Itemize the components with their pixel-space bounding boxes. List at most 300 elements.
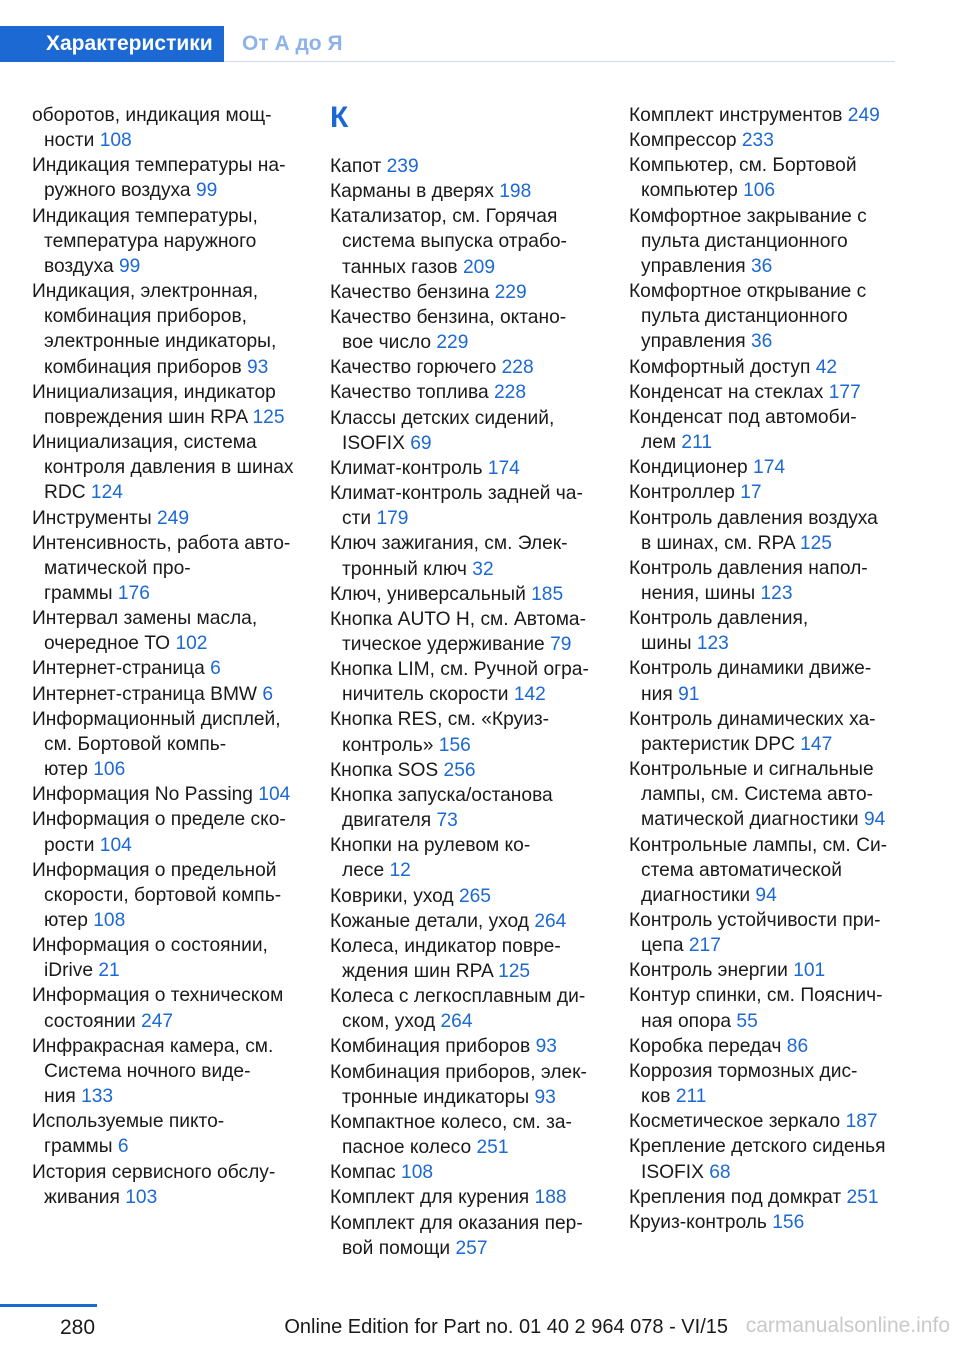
index-entry-continuation (629, 430, 899, 455)
index-entry-text: Контроль давления воздуха (629, 507, 878, 529)
page-reference-link[interactable]: 93 (246, 356, 269, 378)
index-entry-text: Климат-контроль (330, 457, 483, 479)
index-entry (330, 984, 602, 1009)
index-column-3 (629, 103, 899, 1235)
index-entry-text: Индикация, электронная, (32, 281, 259, 303)
edition-info: Online Edition for Part no. 01 40 2 964 078 - VI/15 (284, 1316, 728, 1338)
page-reference-link[interactable]: 217 (688, 935, 721, 957)
page-reference-link[interactable]: 125 (799, 532, 832, 554)
index-entry-continuation (32, 1059, 302, 1084)
index-entry (629, 908, 899, 933)
index-entry-text: Компактное колесо, см. за- (330, 1111, 572, 1133)
index-entry-text: лесе (342, 860, 385, 882)
page-reference-link[interactable]: 99 (119, 255, 141, 277)
index-entry-text: пульта дистанционного (641, 306, 848, 328)
index-entry (330, 1211, 602, 1236)
index-entry-text: см. Бортовой компь- (44, 733, 227, 755)
index-entry (629, 983, 899, 1008)
index-entry-text: Комфортное закрывание с (629, 205, 867, 227)
index-entry-text: ISOFIX (641, 1161, 704, 1183)
index-column-2 (330, 103, 602, 1261)
watermark: carmanualsonline.info (745, 1314, 950, 1337)
page-reference-link[interactable]: 251 (846, 1186, 879, 1208)
index-entry-text: управления (641, 255, 746, 277)
index-entry (629, 656, 899, 681)
index-entry-text: тическое удерживание (342, 633, 545, 655)
index-entry-continuation (629, 682, 899, 707)
index-entry-continuation (32, 732, 302, 757)
page-reference-link[interactable]: 256 (443, 759, 476, 781)
page-reference-link[interactable]: 125 (498, 961, 531, 982)
page-reference-link[interactable]: 176 (117, 582, 150, 604)
page-reference-link[interactable]: 103 (125, 1186, 158, 1208)
index-entry-continuation (330, 1135, 602, 1160)
index-entry-text: Качество бензина, октано- (330, 306, 567, 328)
tab-characteristics[interactable]: Характеристики (0, 26, 224, 62)
index-entry-text: система выпуска отрабо- (342, 231, 567, 253)
page-reference-link[interactable]: 106 (93, 759, 126, 781)
index-entry-text: комбинация приборов (44, 356, 242, 378)
page-reference-link[interactable]: 68 (709, 1161, 731, 1183)
page-reference-link[interactable]: 94 (863, 809, 886, 831)
index-entry (32, 807, 302, 832)
index-entry-continuation (629, 581, 899, 606)
index-entry-continuation (330, 733, 602, 758)
index-entry (629, 1109, 899, 1134)
index-entry-text: RDC (44, 482, 86, 504)
index-entry (32, 279, 302, 304)
index-entry-text: Качество бензина (330, 281, 490, 303)
index-entry (32, 782, 302, 807)
page-reference-link[interactable]: 125 (252, 406, 285, 428)
index-entry-text: ности (44, 130, 95, 152)
page-reference-link[interactable]: 101 (793, 960, 826, 982)
index-entry (330, 1034, 602, 1059)
page-reference-link[interactable]: 265 (458, 885, 491, 907)
index-entry-text: Контроль динамики движе- (629, 658, 872, 680)
page-reference-link[interactable]: 36 (751, 331, 773, 353)
page-reference-link[interactable]: 94 (755, 884, 777, 906)
index-entry-continuation (32, 581, 302, 606)
index-entry-text: Косметическое зеркало (629, 1111, 841, 1133)
page-reference-link[interactable]: 32 (472, 558, 494, 580)
index-entry-text: Инфракрасная камера, см. (32, 1035, 274, 1057)
index-entry-text: Капот (330, 156, 382, 177)
index-entry (330, 305, 602, 330)
index-entry-continuation (330, 959, 602, 984)
page-reference-link[interactable]: 179 (376, 508, 409, 530)
index-entry-text: контроль» (342, 734, 434, 756)
index-entry-continuation (330, 557, 602, 582)
index-entry-text: скорости, бортовой компь- (44, 884, 282, 906)
index-entry (330, 909, 602, 934)
index-entry-text: Кнопка запуска/останова (330, 784, 553, 806)
index-entry-text: температура наружного (44, 230, 257, 252)
page-reference-link[interactable]: 6 (262, 683, 274, 705)
index-entry (629, 958, 899, 983)
index-entry-text: Компрессор (629, 130, 737, 152)
index-entry-text: двигателя (342, 810, 432, 832)
page-reference-link[interactable]: 93 (534, 1086, 556, 1108)
index-entry-continuation (330, 1085, 602, 1110)
index-entry-text: Кнопки на рулевом ко- (330, 835, 531, 857)
page-header (0, 26, 895, 62)
index-entry-continuation (32, 1009, 302, 1034)
index-entry-continuation (32, 304, 302, 329)
index-entry (32, 606, 302, 631)
index-entry-text: шины (641, 633, 692, 655)
index-entry-text: Информационный дисплей, (32, 708, 281, 730)
index-entry (629, 1185, 899, 1210)
page-reference-link[interactable]: 187 (845, 1111, 878, 1133)
index-entry-continuation (330, 330, 602, 355)
index-entry-text: Индикация температуры на- (32, 155, 286, 177)
index-entry-continuation (32, 229, 302, 254)
page-reference-link[interactable]: 12 (389, 860, 411, 882)
index-entry (330, 1110, 602, 1135)
index-entry-continuation (629, 631, 899, 656)
index-entry (629, 506, 899, 531)
index-entry-text: управления (641, 331, 746, 353)
index-entry-text: Информация No Passing (32, 784, 253, 806)
page-reference-link[interactable]: 209 (462, 256, 495, 278)
index-entry-text: танных газов (342, 256, 458, 278)
index-entry (629, 405, 899, 430)
index-entry-continuation (330, 808, 602, 833)
index-entry-text: Круиз-контроль (629, 1211, 767, 1233)
index-entry (629, 153, 899, 178)
index-entry-text: Информация о пределе ско- (32, 809, 286, 831)
page-reference-link[interactable]: 264 (534, 910, 567, 932)
index-entry-continuation (32, 329, 302, 354)
index-entry-text: Комбинация приборов, элек- (330, 1061, 587, 1083)
index-entry-text: состоянии (44, 1010, 136, 1032)
index-entry-text: Кнопка AUTO H, см. Автома- (330, 608, 586, 630)
index-entry-text: Интервал замены масла, (32, 608, 258, 630)
index-entry (330, 531, 602, 556)
page-reference-link[interactable]: 211 (675, 1086, 707, 1108)
index-entry (32, 983, 302, 1008)
index-entry-continuation (32, 631, 302, 656)
index-entry-text: Колеса с легкосплавным ди- (330, 986, 586, 1008)
index-entry (32, 1109, 302, 1134)
index-entry (32, 380, 302, 405)
index-entry (330, 657, 602, 682)
index-entry-text: Кожаные детали, уход (330, 910, 529, 932)
index-entry (629, 707, 899, 732)
page-reference-link[interactable]: 133 (81, 1086, 114, 1108)
index-entry-text: ния (44, 1086, 76, 1108)
index-entry-text: ничитель скорости (342, 684, 509, 706)
index-entry (32, 858, 302, 883)
index-entry-text: Кнопка RES, см. «Круиз- (330, 709, 550, 731)
page-reference-link[interactable]: 174 (487, 457, 520, 479)
index-entry-text: пульта дистанционного (641, 230, 848, 252)
index-entry-text: лампы, см. Система авто- (641, 784, 874, 806)
index-entry (629, 1034, 899, 1059)
page-reference-link[interactable]: 257 (455, 1237, 488, 1259)
page-reference-link[interactable]: 99 (195, 180, 218, 202)
index-entry-text: Климат-контроль задней ча- (330, 483, 583, 505)
index-entry (32, 103, 302, 128)
index-entry-text: повреждения шин RPA (44, 406, 248, 428)
index-entry-text: Инструменты (32, 507, 152, 529)
index-entry-text: цепа (641, 935, 684, 957)
index-entry-continuation (629, 178, 899, 203)
index-entry-continuation (629, 782, 899, 807)
page-reference-link[interactable]: 106 (743, 180, 776, 202)
page-reference-link[interactable]: 249 (847, 105, 880, 126)
index-entry (629, 1210, 899, 1235)
index-entry-continuation (330, 431, 602, 456)
index-entry (330, 758, 602, 783)
index-entry-text: ния (641, 683, 673, 705)
index-entry-continuation (32, 455, 302, 480)
index-entry (32, 682, 302, 707)
index-entry (330, 707, 602, 732)
index-entry-continuation (629, 858, 899, 883)
index-entry-text: ружного воздуха (44, 180, 191, 202)
page-reference-link[interactable]: 188 (534, 1187, 567, 1209)
page-reference-link[interactable]: 102 (175, 633, 208, 655)
page-reference-link[interactable]: 6 (117, 1136, 129, 1158)
index-entry-text: ютер (44, 759, 88, 781)
index-entry (629, 1059, 899, 1084)
page-reference-link[interactable]: 124 (90, 482, 123, 504)
index-entry-continuation (629, 933, 899, 958)
index-entry-continuation (32, 556, 302, 581)
index-entry-text: Интернет-страница (32, 658, 205, 680)
index-entry-continuation (629, 807, 899, 832)
index-entry-text: ском, уход (342, 1011, 436, 1033)
index-entry-continuation (32, 1134, 302, 1159)
index-entry-continuation (32, 405, 302, 430)
index-entry-continuation (330, 1236, 602, 1261)
page-reference-link[interactable]: 228 (494, 382, 527, 404)
index-entry-continuation (32, 757, 302, 782)
index-entry-text: диагностики (641, 884, 751, 906)
index-entry (330, 456, 602, 481)
index-entry (330, 380, 602, 405)
page-reference-link[interactable]: 79 (550, 633, 572, 655)
index-entry-text: Контроль динамических ха- (629, 708, 876, 730)
page-reference-link[interactable]: 108 (401, 1162, 434, 1184)
index-entry-text: нения, шины (641, 582, 756, 604)
index-entry-continuation (629, 883, 899, 908)
page-reference-link[interactable]: 104 (258, 784, 291, 806)
index-entry-text: Контур спинки, см. Пояснич- (629, 985, 883, 1007)
page-reference-link[interactable]: 55 (736, 1010, 758, 1032)
index-entry-text: Коврики, уход (330, 885, 454, 907)
index-entry-text: тронные индикаторы (342, 1086, 530, 1108)
index-entry-text: Интенсивность, работа авто- (32, 532, 291, 554)
index-entry (330, 582, 602, 607)
page-reference-link[interactable]: 229 (494, 281, 527, 303)
index-entry-text: тронный ключ (342, 558, 467, 580)
page-reference-link[interactable]: 36 (751, 255, 773, 277)
page-reference-link[interactable]: 249 (156, 507, 189, 529)
index-entry-continuation (629, 254, 899, 279)
index-entry (330, 406, 602, 431)
page-reference-link[interactable]: 264 (440, 1011, 473, 1033)
footer-accent-line (0, 1304, 97, 1307)
index-entry-text: Кондиционер (629, 457, 748, 479)
index-entry (32, 506, 302, 531)
index-entry (629, 380, 899, 405)
index-entry-text: Контрольные лампы, см. Си- (629, 834, 888, 856)
index-entry-text: Контроллер (629, 482, 735, 504)
index-entry-continuation (629, 1160, 899, 1185)
index-entry (32, 531, 302, 556)
index-entry-text: Ключ зажигания, см. Элек- (330, 533, 568, 555)
index-entry-text: Комплект инструментов (629, 105, 843, 126)
page-number: 280 (60, 1316, 96, 1339)
index-entry-continuation (32, 254, 302, 279)
index-entry-text: рактеристик DPC (641, 733, 795, 755)
index-entry-text: компьютер (641, 180, 738, 202)
index-entry-text: Качество горючего (330, 357, 497, 379)
index-entry-text: Карманы в дверях (330, 181, 494, 203)
index-entry-continuation (629, 1084, 899, 1109)
index-entry (330, 154, 602, 179)
index-entry (629, 833, 899, 858)
page-reference-link[interactable]: 17 (740, 482, 762, 504)
index-entry (330, 481, 602, 506)
page-reference-link[interactable]: 247 (141, 1010, 174, 1032)
index-entry-text: контроля давления в шинах (44, 457, 294, 479)
page-reference-link[interactable]: 123 (696, 633, 729, 655)
index-entry-continuation (330, 506, 602, 531)
index-entry-text: граммы (44, 582, 113, 604)
index-entry-text: Комплект для оказания пер- (330, 1212, 583, 1234)
index-entry-text: Классы детских сидений, (330, 407, 555, 429)
index-entry-continuation (629, 531, 899, 556)
index-entry-text: электронные индикаторы, (44, 331, 277, 353)
index-entry-text: Информация о предельной (32, 859, 277, 881)
index-entry-text: Комплект для курения (330, 1187, 530, 1209)
index-entry (330, 1060, 602, 1085)
page-reference-link[interactable]: 228 (501, 357, 534, 379)
index-entry-text: сти (342, 508, 372, 530)
index-entry-text: Используемые пикто- (32, 1111, 225, 1133)
index-entry-continuation (32, 908, 302, 933)
index-entry (629, 355, 899, 380)
page-reference-link[interactable]: 185 (531, 583, 564, 605)
page-reference-link[interactable]: 156 (772, 1211, 805, 1233)
index-entry (32, 707, 302, 732)
index-entry-continuation (32, 1084, 302, 1109)
page-reference-link[interactable]: 21 (98, 960, 120, 982)
index-entry-text: Колеса, индикатор повре- (330, 935, 561, 957)
index-entry (629, 606, 899, 631)
index-column-1 (32, 103, 302, 1210)
index-entry (629, 279, 899, 304)
tab-a-to-z[interactable]: От А до Я (242, 32, 343, 55)
index-entry-text: ISOFIX (342, 432, 405, 454)
index-entry-text: Контроль давления, (629, 608, 809, 630)
index-entry (32, 430, 302, 455)
page-reference-link[interactable]: 142 (513, 684, 546, 706)
page-reference-link[interactable]: 239 (386, 156, 419, 177)
page-reference-link[interactable]: 86 (786, 1035, 809, 1057)
index-entry-text: воздуха (44, 255, 114, 277)
index-entry-text: вое число (342, 332, 432, 354)
page-reference-link[interactable]: 211 (681, 432, 712, 454)
index-entry-text: Комбинация приборов (330, 1036, 531, 1058)
index-entry-text: Контроль энергии (629, 960, 788, 982)
page-reference-link[interactable]: 108 (93, 910, 126, 931)
index-entry-text: Информация о состоянии, (32, 935, 268, 957)
page-reference-link[interactable]: 177 (828, 381, 861, 403)
index-entry-continuation (330, 255, 602, 280)
index-entry-continuation (629, 1009, 899, 1034)
page-reference-link[interactable]: 251 (476, 1137, 509, 1159)
index-entry-text: матической про- (44, 557, 191, 579)
index-entry-text: живания (44, 1186, 120, 1208)
page-reference-link[interactable]: 73 (436, 810, 458, 832)
page-reference-link[interactable]: 93 (535, 1036, 557, 1058)
index-entry (629, 556, 899, 581)
index-entry-text: Компас (330, 1162, 396, 1184)
index-entry (629, 1134, 899, 1159)
index-entry-text: Компьютер, см. Бортовой (629, 155, 857, 177)
page-reference-link[interactable]: 147 (800, 733, 833, 755)
index-entry-continuation (32, 355, 302, 380)
page-reference-link[interactable]: 123 (760, 582, 793, 604)
index-entry-continuation (32, 883, 302, 908)
index-entry-text: Ключ, универсальный (330, 583, 526, 605)
page-reference-link[interactable]: 156 (438, 734, 471, 756)
page-reference-link[interactable]: 108 (99, 130, 132, 152)
index-entry-text: комбинация приборов, (44, 306, 247, 328)
index-entry-continuation (330, 632, 602, 657)
page-reference-link[interactable]: 91 (678, 683, 700, 705)
index-entry (629, 204, 899, 229)
section-letter: К (330, 101, 349, 134)
index-entry-text: граммы (44, 1136, 113, 1158)
page-reference-link[interactable]: 198 (499, 181, 532, 203)
index-entry-text: Инициализация, система (32, 432, 257, 454)
index-entry-text: Конденсат на стеклах (629, 381, 824, 403)
index-entry (32, 153, 302, 178)
index-entry (32, 1034, 302, 1059)
index-entry-text: рости (44, 834, 95, 856)
index-entry-continuation (330, 858, 602, 883)
page-reference-link[interactable]: 229 (436, 332, 469, 354)
index-entry-text: ждения шин RPA (342, 961, 493, 982)
index-entry-text: Комфортное открывание с (629, 281, 867, 303)
index-entry (629, 480, 899, 505)
index-entry-text: в шинах, см. RPA (641, 532, 795, 554)
page-reference-link[interactable]: 69 (410, 432, 432, 454)
page-reference-link[interactable]: 104 (99, 834, 132, 856)
page-reference-link[interactable]: 6 (210, 658, 221, 680)
index-entry-text: ная опора (641, 1010, 732, 1032)
index-entry-continuation (629, 329, 899, 354)
index-entry-text: Контроль устойчивости при- (629, 910, 881, 931)
index-entry-text: Интернет-страница BMW (32, 683, 258, 705)
index-entry-text: Крепление детского сиденья (629, 1136, 886, 1158)
page-reference-link[interactable]: 233 (741, 130, 774, 152)
index-entry (629, 455, 899, 480)
index-entry-text: Система ночного виде- (44, 1060, 251, 1082)
index-entry (330, 355, 602, 380)
index-entry-text: Кнопка LIM, см. Ручной огра- (330, 659, 589, 681)
index-entry (629, 757, 899, 782)
page-reference-link[interactable]: 174 (753, 457, 786, 479)
page-reference-link[interactable]: 42 (815, 356, 838, 378)
index-entry-text: Качество топлива (330, 382, 489, 404)
